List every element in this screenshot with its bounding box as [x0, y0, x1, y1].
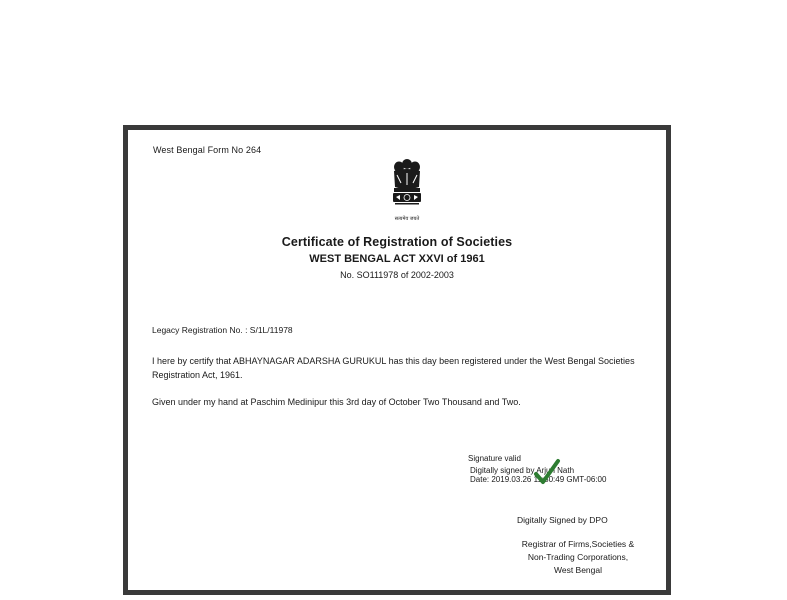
signature-signed-by: Digitally signed by Arjun Nath	[470, 466, 575, 475]
checkmark-icon	[533, 458, 561, 486]
form-number: West Bengal Form No 264	[153, 145, 262, 155]
given-statement: Given under my hand at Paschim Medinipur this 3rd day of October Two Thousand and Two.	[152, 397, 521, 407]
digitally-signed-by-dpo: Digitally Signed by DPO	[517, 515, 608, 525]
signature-date: Date: 2019.03.26 11:50:49 GMT-06:00	[470, 475, 607, 484]
registrar-line-1: Registrar of Firms,Societies &	[521, 539, 635, 549]
certify-statement: I here by certify that ABHAYNAGAR ADARSHA GURUKUL has this day been registered under the West Bengal Societies Registration Act, 1961.	[152, 356, 635, 380]
signature-status: Signature valid	[468, 454, 521, 463]
state-emblem-icon	[385, 157, 429, 221]
digital-signature-block	[468, 454, 658, 494]
certificate-document	[123, 125, 671, 595]
registrar-line-2: Non-Trading Corporations,	[527, 552, 629, 562]
registrar-designation	[508, 538, 648, 577]
certificate-title: Certificate of Registration of Societies	[281, 235, 513, 249]
registrar-line-3: West Bengal	[553, 565, 603, 575]
legacy-registration: Legacy Registration No. : S/1L/11978	[152, 325, 293, 335]
certificate-number: No. SO111978 of 2002-2003	[340, 270, 454, 280]
emblem-motto: सत्यमेव जयते	[394, 216, 420, 222]
act-title: WEST BENGAL ACT XXVI of 1961	[309, 253, 485, 265]
